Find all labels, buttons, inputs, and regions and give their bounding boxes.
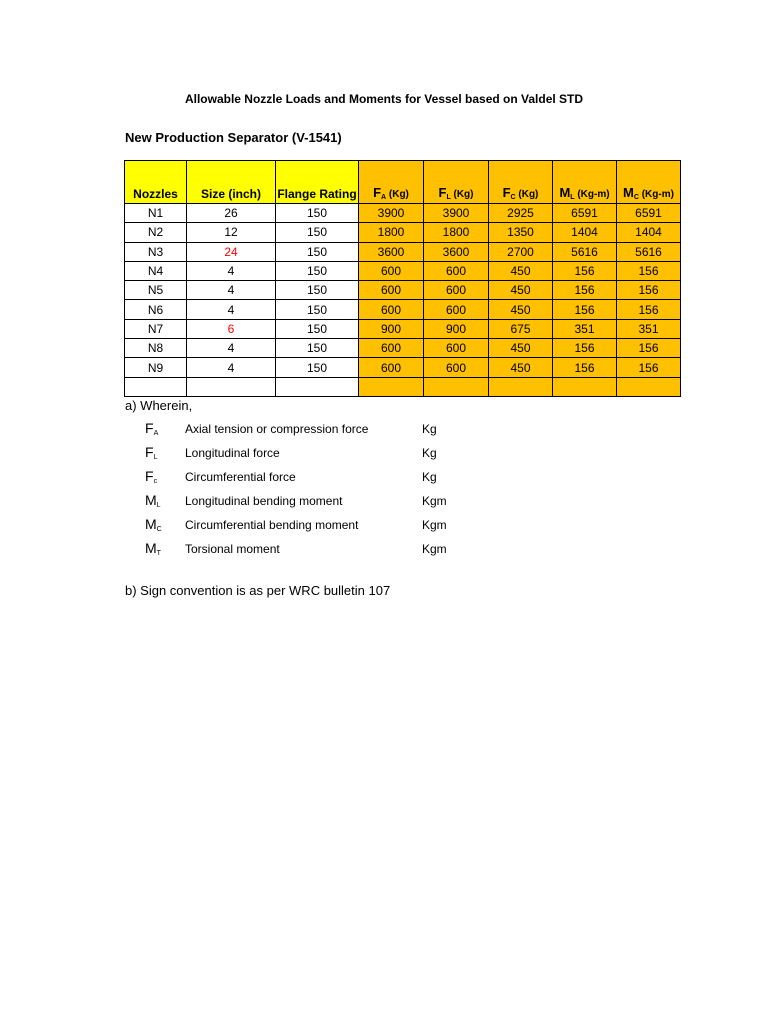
cell-ml: 6591	[553, 204, 617, 223]
legend-unit: Kg	[422, 470, 437, 484]
header-nozzles: Nozzles	[125, 161, 187, 204]
cell-fl: 3600	[424, 242, 489, 261]
cell-flange-rating: 150	[276, 281, 359, 300]
cell-fa: 600	[359, 281, 424, 300]
cell-fl-empty	[424, 377, 489, 396]
cell-size-empty	[187, 377, 276, 396]
cell-nozzle: N2	[125, 223, 187, 242]
header-ml: $M_L$ (Kg-m)	[553, 161, 617, 204]
legend-symbol	[145, 444, 157, 461]
cell-flange-rating: 150	[276, 319, 359, 338]
legend-item	[0, 540, 768, 560]
cell-ml: 1404	[553, 223, 617, 242]
cell-fa: 1800	[359, 223, 424, 242]
legend-symbol	[145, 492, 161, 509]
cell-ml: 351	[553, 319, 617, 338]
legend-symbol-subscript: L	[156, 502, 161, 509]
table-row	[125, 261, 681, 280]
legend-unit: Kgm	[422, 494, 447, 508]
legend-item	[0, 468, 768, 488]
legend-symbol	[145, 468, 157, 485]
header-size: Size (inch)	[187, 161, 276, 204]
cell-fc: 450	[489, 281, 553, 300]
cell-fc: 450	[489, 300, 553, 319]
legend-symbol-main: F	[145, 420, 154, 436]
legend-symbol-main: F	[145, 468, 154, 484]
cell-fl: 3900	[424, 204, 489, 223]
legend-item	[0, 444, 768, 464]
legend-item	[0, 420, 768, 440]
cell-flange-rating: 150	[276, 261, 359, 280]
legend-description: Circumferential bending moment	[185, 518, 359, 532]
cell-mc: 156	[617, 281, 681, 300]
legend-item	[0, 492, 768, 512]
cell-size: 4	[187, 300, 276, 319]
vessel-subtitle: New Production Separator (V-1541)	[125, 130, 342, 145]
cell-nozzle: N5	[125, 281, 187, 300]
legend-symbol-subscript: A	[153, 430, 159, 437]
cell-fl: 600	[424, 339, 489, 358]
table-row	[125, 319, 681, 338]
header-fc: $F_C$ (Kg)	[489, 161, 553, 204]
legend-item	[0, 516, 768, 536]
legend-description: Torsional moment	[185, 542, 280, 556]
legend-description: Longitudinal force	[185, 446, 280, 460]
cell-size: 4	[187, 261, 276, 280]
document-title: Allowable Nozzle Loads and Moments for Vessel based on Valdel STD	[184, 92, 584, 106]
cell-nozzle-empty	[125, 377, 187, 396]
cell-ml: 156	[553, 300, 617, 319]
cell-fa: 900	[359, 319, 424, 338]
table-row	[125, 223, 681, 242]
table-row	[125, 339, 681, 358]
table-header-row	[125, 161, 681, 204]
cell-size: 12	[187, 223, 276, 242]
table-body	[125, 204, 681, 397]
cell-nozzle: N3	[125, 242, 187, 261]
cell-nozzle: N8	[125, 339, 187, 358]
cell-fl: 600	[424, 261, 489, 280]
legend-unit: Kg	[422, 422, 437, 436]
cell-size: 24	[187, 242, 276, 261]
cell-nozzle: N7	[125, 319, 187, 338]
nozzle-loads-table	[124, 160, 681, 397]
cell-nozzle: N9	[125, 358, 187, 377]
legend-unit: Kgm	[422, 518, 447, 532]
cell-fc: 675	[489, 319, 553, 338]
table-row	[125, 358, 681, 377]
cell-size: 4	[187, 281, 276, 300]
wherein-label: a) Wherein,	[125, 398, 193, 413]
cell-mc: 1404	[617, 223, 681, 242]
table-row	[125, 300, 681, 319]
cell-ml: 156	[553, 261, 617, 280]
legend-symbol	[145, 516, 162, 533]
cell-ml: 5616	[553, 242, 617, 261]
cell-size: 4	[187, 358, 276, 377]
header-flange-rating: Flange Rating	[276, 161, 359, 204]
cell-mc-empty	[617, 377, 681, 396]
cell-fc: 2925	[489, 204, 553, 223]
cell-fa: 600	[359, 339, 424, 358]
legend-unit: Kg	[422, 446, 437, 460]
cell-nozzle: N6	[125, 300, 187, 319]
header-mc: $M_C$ (Kg-m)	[617, 161, 681, 204]
cell-mc: 156	[617, 358, 681, 377]
cell-size: 4	[187, 339, 276, 358]
cell-flange-rating: 150	[276, 358, 359, 377]
cell-size: 6	[187, 319, 276, 338]
table-row	[125, 281, 681, 300]
cell-mc: 6591	[617, 204, 681, 223]
legend-unit: Kgm	[422, 542, 447, 556]
cell-flange-rating-empty	[276, 377, 359, 396]
legend-symbol-subscript: T	[156, 550, 161, 557]
cell-flange-rating: 150	[276, 242, 359, 261]
cell-mc: 351	[617, 319, 681, 338]
header-fl: $F_L$ (Kg)	[424, 161, 489, 204]
legend-description: Longitudinal bending moment	[185, 494, 343, 508]
cell-fl: 1800	[424, 223, 489, 242]
cell-flange-rating: 150	[276, 339, 359, 358]
cell-nozzle: N4	[125, 261, 187, 280]
cell-fa-empty	[359, 377, 424, 396]
cell-nozzle: N1	[125, 204, 187, 223]
header-fa: $F_A$ (Kg)	[359, 161, 424, 204]
cell-fc: 1350	[489, 223, 553, 242]
legend-symbol	[145, 540, 161, 557]
cell-mc: 156	[617, 339, 681, 358]
cell-size: 26	[187, 204, 276, 223]
legend-symbol-main: M	[145, 492, 157, 508]
cell-flange-rating: 150	[276, 204, 359, 223]
legend-symbol-main: M	[145, 516, 157, 532]
cell-flange-rating: 150	[276, 223, 359, 242]
cell-fc-empty	[489, 377, 553, 396]
cell-ml: 156	[553, 339, 617, 358]
cell-ml: 156	[553, 281, 617, 300]
legend-symbol	[145, 420, 158, 437]
cell-mc: 5616	[617, 242, 681, 261]
legend-symbol-subscript: C	[156, 526, 162, 533]
cell-mc: 156	[617, 261, 681, 280]
cell-fl: 900	[424, 319, 489, 338]
table-row-empty	[125, 377, 681, 396]
cell-fc: 450	[489, 261, 553, 280]
cell-flange-rating: 150	[276, 300, 359, 319]
cell-fa: 600	[359, 300, 424, 319]
legend-symbol-subscript: c	[153, 478, 158, 485]
cell-fc: 450	[489, 339, 553, 358]
cell-fa: 3600	[359, 242, 424, 261]
cell-fl: 600	[424, 281, 489, 300]
legend-description: Circumferential force	[185, 470, 296, 484]
cell-ml: 156	[553, 358, 617, 377]
legend-symbol-subscript: L	[153, 454, 158, 461]
cell-fc: 450	[489, 358, 553, 377]
cell-fa: 3900	[359, 204, 424, 223]
table-row	[125, 242, 681, 261]
sign-convention-note: b) Sign convention is as per WRC bulletin 107	[125, 583, 391, 598]
table-row	[125, 204, 681, 223]
cell-fc: 2700	[489, 242, 553, 261]
legend-description: Axial tension or compression force	[185, 422, 369, 436]
cell-fl: 600	[424, 300, 489, 319]
legend-symbol-main: F	[145, 444, 154, 460]
legend-symbol-main: M	[145, 540, 157, 556]
cell-fa: 600	[359, 261, 424, 280]
cell-ml-empty	[553, 377, 617, 396]
cell-mc: 156	[617, 300, 681, 319]
cell-fa: 600	[359, 358, 424, 377]
cell-fl: 600	[424, 358, 489, 377]
